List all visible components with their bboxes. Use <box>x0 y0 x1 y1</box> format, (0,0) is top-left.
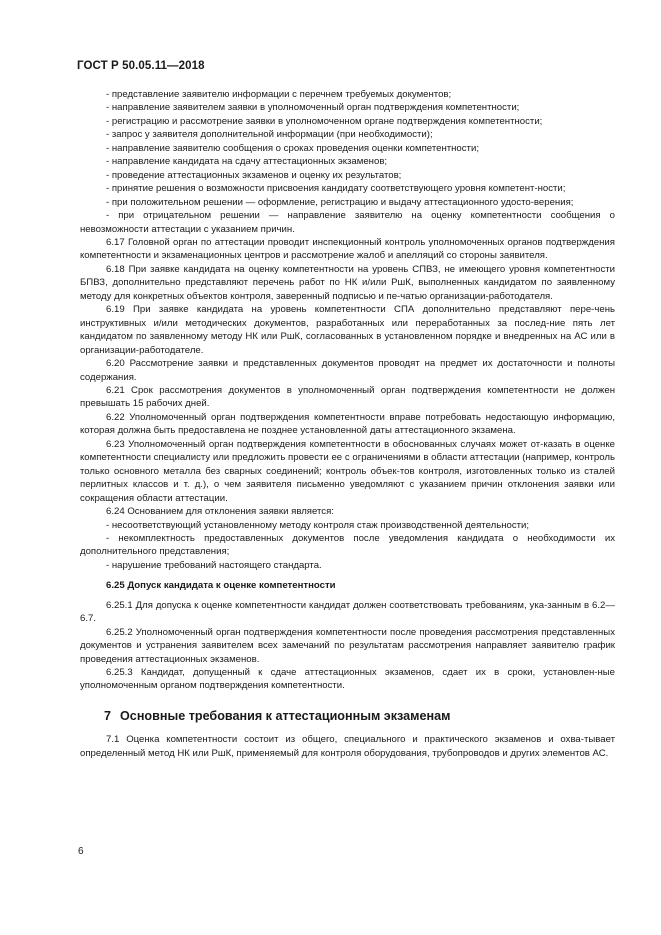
clause-6-18: 6.18 При заявке кандидата на оценку компетентности на уровень СПВЗ, не имеющего уровня компетентности БПВЗ, дополнительно представляют перечень работ по НК и/или РшК, выполненных кандидатом по заявленному методу для конкретных объектов контроля, заверенный подписью и пе-чатью организации-работодателя. <box>80 263 615 302</box>
clause-6-20: 6.20 Рассмотрение заявки и представленных документов проводят на предмет их достаточности и полноты содержания. <box>80 358 615 383</box>
list-item: - несоответствующий установленному методу контроля стаж производственной деятельности; <box>106 519 530 531</box>
clause-6-25-1: 6.25.1 Для допуска к оценке компетентности кандидат должен соответствовать требованиям, ука-занным в 6.2—6.7. <box>80 599 615 625</box>
list-item: - запрос у заявителя дополнительной информации (при необходимости); <box>106 129 433 141</box>
clause-6-19: 6.19 При заявке кандидата на уровень компетентности СПА дополнительно представляют пере-чень инструктивных и/или методических документов, разработанных или переработанных за послед-ние пять лет кандидатом по заявленному методу НК или РшК, согласованных в установленном порядке и внедренных на АС или в организации-работодателе. <box>80 304 615 356</box>
chapter-title: Основные требования к аттестационным экзаменам <box>120 708 451 723</box>
clause-6-23: 6.23 Уполномоченный орган подтверждения компетентности в обоснованных случаях может от-казать в оценке компетентности специалисту или предложить провести ее с ограничениями в области аттестации (например, контроль только основного металла без сварных соединений; контроль объек-тов контроля, изготовленных только из сталей перлитных классов и т. д.), о чем заявителя письменно уведомляют с указанием причин отклонения заявки или сокращения области аттестации. <box>80 438 615 504</box>
list-item: - направление заявителю сообщения о сроках проведения оценки компетентности; <box>106 142 479 154</box>
list-item: - нарушение требований настоящего стандарта. <box>106 559 322 571</box>
chapter-heading <box>80 710 615 723</box>
document-code: ГОСТ Р 50.05.11—2018 <box>77 60 205 72</box>
list-item: - принятие решения о возможности присвоения кандидату соответствующего уровня компетент-ности; <box>106 183 566 195</box>
list-item: - проведение аттестационных экзаменов и оценку их результатов; <box>106 169 402 181</box>
list-item: - представление заявителю информации с перечнем требуемых документов; <box>106 89 452 100</box>
list-item: - при положительном решении — оформление, регистрацию и выдачу аттестационного удосто-верения; <box>106 196 574 208</box>
document-body <box>80 88 615 760</box>
page-number: 6 <box>78 846 84 857</box>
list-item: - при отрицательном решении — направление заявителю на оценку компетентности сообщения о невозможности аттестации с указанием причин. <box>80 210 615 235</box>
section-heading-6-25: 6.25 Допуск кандидата к оценке компетентности <box>106 580 336 592</box>
list-item: - регистрацию и рассмотрение заявки в уполномоченном органе подтверждения компетентности; <box>106 115 543 127</box>
clause-6-21: 6.21 Срок рассмотрения документов в уполномоченный орган подтверждения компетентности не должен превышать 15 рабочих дней. <box>80 384 615 410</box>
clause-7-1: 7.1 Оценка компетентности состоит из общего, специального и практического экзаменов и охва-тывает определенный метод НК или РшК, применяемый для контроля оборудования, трубопроводов и других элементов АС. <box>80 734 615 759</box>
clause-6-25-3: 6.25.3 Кандидат, допущенный к сдаче аттестационных экзаменов, сдает их в сроки, установлен-ные уполномоченным органом подтверждения компетентности. <box>80 667 615 692</box>
clause-6-22: 6.22 Уполномоченный орган подтверждения компетентности вправе потребовать недостающую информацию, которая должна быть предоставлена не позднее установленной даты аттестационного экзамена. <box>80 411 615 437</box>
list-item: - некомплектность предоставленных документов после уведомления кандидата о необходимости их дополнительного представления; <box>80 532 615 558</box>
clause-6-24: 6.24 Основанием для отклонения заявки является: <box>106 506 334 518</box>
clause-6-17: 6.17 Головной орган по аттестации проводит инспекционный контроль уполномоченных органов подтверждения компетентности и экзаменационных центров и рассмотрение жалоб и апелляций со стороны заявителя. <box>80 236 615 262</box>
list-item: - направление кандидата на сдачу аттестационных экзаменов; <box>106 156 388 168</box>
chapter-number: 7 <box>104 708 112 723</box>
list-item: - направление заявителем заявки в уполномоченный орган подтверждения компетентности; <box>106 102 520 114</box>
clause-6-25-2: 6.25.2 Уполномоченный орган подтверждения компетентности после проведения рассмотрения представленных документов и устранения заявителем всех замечаний по результатам рассмотрения направляет заявителю график проведения аттестационных экзаменов. <box>80 626 615 665</box>
